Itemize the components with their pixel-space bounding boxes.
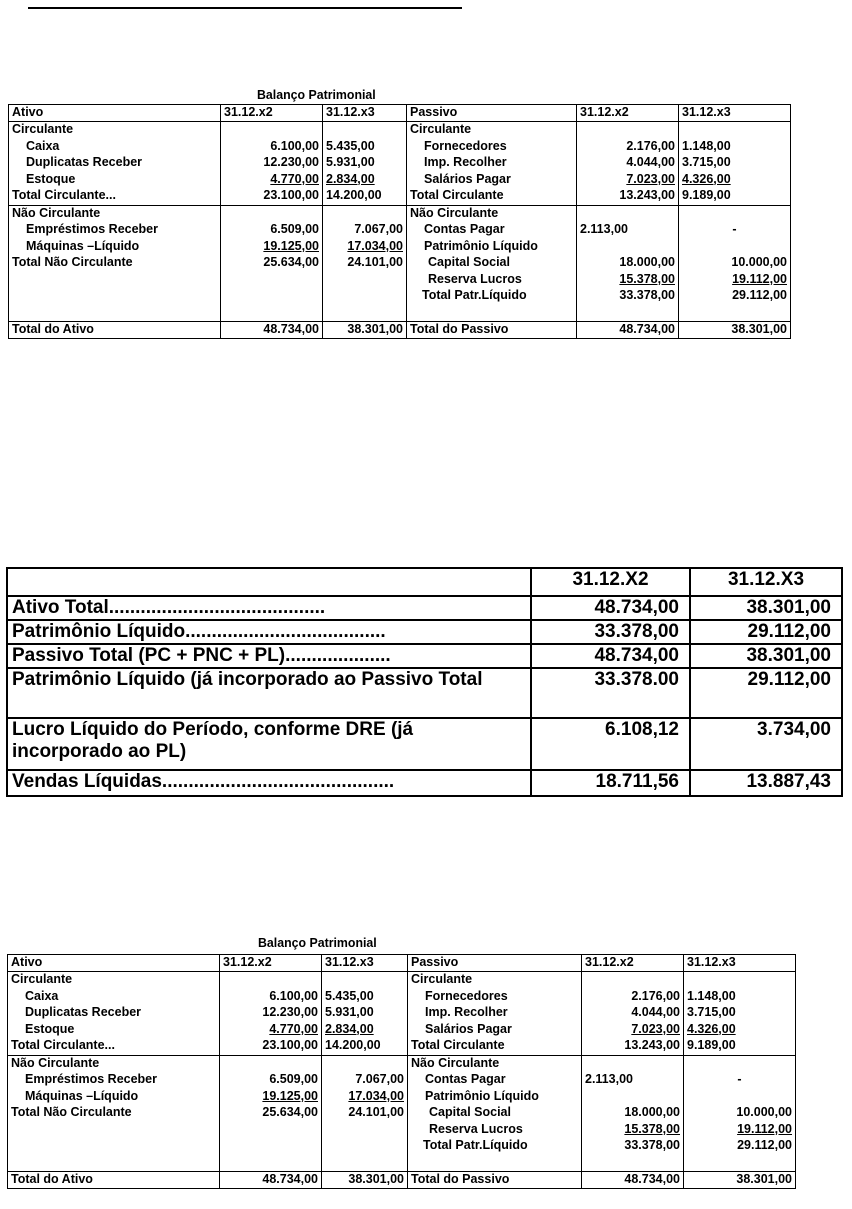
summary-header-x2: 31.12.X2 bbox=[531, 568, 690, 596]
label: Caixa bbox=[25, 988, 59, 1003]
value: 29.112,00 bbox=[737, 1138, 792, 1152]
summary-row bbox=[7, 644, 842, 668]
total-ativo-x2: 48.734,00 bbox=[221, 322, 323, 339]
label: Circulante bbox=[11, 972, 73, 986]
value: 4.044,00 bbox=[626, 155, 675, 169]
summary-value: 18.711,56 bbox=[531, 770, 690, 796]
value: 2.113,00 bbox=[585, 1072, 633, 1086]
ativo-x3-values bbox=[323, 122, 407, 206]
value: 19.112,00 bbox=[732, 271, 787, 286]
label: Não Circulante bbox=[410, 205, 499, 220]
label: Contas Pagar bbox=[424, 222, 505, 236]
label: Contas Pagar bbox=[425, 1072, 506, 1086]
label: Duplicatas Receber bbox=[25, 1005, 142, 1019]
value: 1.148,00 bbox=[682, 138, 731, 153]
total-passivo-x2: 48.734,00 bbox=[577, 322, 679, 339]
value: 33.378,00 bbox=[624, 1138, 680, 1152]
label: Não Circulante bbox=[411, 1055, 500, 1070]
label: Empréstimos Receber bbox=[25, 1072, 158, 1086]
value: 4.326,00 bbox=[682, 171, 731, 186]
value: 14.200,00 bbox=[325, 1038, 381, 1052]
summary-value: 13.887,43 bbox=[690, 770, 842, 796]
value: 4.044,00 bbox=[631, 1005, 680, 1019]
value: 24.101,00 bbox=[347, 255, 403, 269]
label: Circulante bbox=[411, 972, 473, 986]
ativo-x2-values bbox=[220, 1055, 322, 1172]
ativo-x2-values bbox=[221, 205, 323, 322]
value: 7.023,00 bbox=[626, 171, 675, 186]
value: 19.112,00 bbox=[737, 1121, 792, 1136]
label: Imp. Recolher bbox=[425, 1005, 508, 1019]
label: Estoque bbox=[26, 171, 76, 186]
total-passivo-x3: 38.301,00 bbox=[684, 1172, 796, 1189]
top-rule bbox=[28, 7, 462, 9]
value: 24.101,00 bbox=[348, 1105, 404, 1119]
summary-value: 6.108,12 bbox=[531, 718, 690, 770]
date-header: 31.12.x3 bbox=[684, 955, 796, 972]
balance-header-row bbox=[8, 955, 796, 972]
passivo-x3-values bbox=[684, 1055, 796, 1172]
summary-row bbox=[7, 620, 842, 644]
ativo-labels bbox=[9, 205, 221, 322]
ativo-x3-values bbox=[322, 1055, 408, 1172]
value: 14.200,00 bbox=[326, 188, 382, 202]
summary-value: 29.112,00 bbox=[690, 668, 842, 718]
label: Total Circulante... bbox=[12, 188, 116, 202]
total-ativo-x3: 38.301,00 bbox=[322, 1172, 408, 1189]
label: Capital Social bbox=[429, 1105, 511, 1119]
label: Fornecedores bbox=[425, 988, 508, 1003]
summary-row bbox=[7, 770, 842, 796]
total-ativo-label: Total do Ativo bbox=[9, 322, 221, 339]
label: Total Patr.Líquido bbox=[423, 1138, 528, 1152]
ativo-x2-values bbox=[221, 122, 323, 206]
value: 10.000,00 bbox=[731, 255, 787, 269]
summary-value: 38.301,00 bbox=[690, 596, 842, 620]
total-passivo-label: Total do Passivo bbox=[408, 1172, 582, 1189]
label: Total Circulante bbox=[410, 188, 504, 202]
value: 2.176,00 bbox=[631, 988, 680, 1003]
label: Patrimônio Líquido bbox=[425, 1088, 539, 1103]
passivo-x2-values bbox=[577, 205, 679, 322]
passivo-labels bbox=[407, 122, 577, 206]
passivo-x2-values bbox=[582, 972, 684, 1056]
totals-row bbox=[9, 322, 791, 339]
value: 6.509,00 bbox=[270, 222, 319, 236]
value: 25.634,00 bbox=[263, 255, 319, 269]
value: 6.100,00 bbox=[270, 138, 319, 153]
label: Duplicatas Receber bbox=[26, 155, 143, 169]
label: Não Circulante bbox=[11, 1055, 100, 1070]
value: 1.148,00 bbox=[687, 988, 736, 1003]
summary-value: 3.734,00 bbox=[690, 718, 842, 770]
balance-title: Balanço Patrimonial bbox=[257, 87, 376, 102]
summary-value: 48.734,00 bbox=[531, 644, 690, 668]
label: Imp. Recolher bbox=[424, 155, 507, 169]
total-passivo-x3: 38.301,00 bbox=[679, 322, 791, 339]
value: 5.435,00 bbox=[326, 138, 375, 153]
label: Total Circulante bbox=[411, 1038, 505, 1052]
value: 19.125,00 bbox=[263, 238, 319, 253]
value: 33.378,00 bbox=[619, 288, 675, 302]
summary-value: 33.378.00 bbox=[531, 668, 690, 718]
date-header: 31.12.x3 bbox=[679, 105, 791, 122]
balance-sheet-table bbox=[8, 104, 791, 339]
ativo-x3-values bbox=[322, 972, 408, 1056]
value: 9.189,00 bbox=[687, 1038, 736, 1052]
label: Patrimônio Líquido bbox=[424, 238, 538, 253]
summary-label: Patrimônio Líquido (já incorporado ao Passivo Total bbox=[7, 668, 531, 718]
total-ativo-x2: 48.734,00 bbox=[220, 1172, 322, 1189]
value: 17.034,00 bbox=[348, 1088, 404, 1103]
value: 5.931,00 bbox=[325, 1005, 374, 1019]
value: - bbox=[737, 1072, 742, 1086]
value: 3.715,00 bbox=[687, 1005, 736, 1019]
summary-header-blank bbox=[7, 568, 531, 596]
value: 4.326,00 bbox=[687, 1021, 736, 1036]
total-ativo-x3: 38.301,00 bbox=[323, 322, 407, 339]
passivo-x2-values bbox=[577, 122, 679, 206]
total-passivo-label: Total do Passivo bbox=[407, 322, 577, 339]
summary-label: Patrimônio Líquido...................................... bbox=[7, 620, 531, 644]
date-header: 31.12.x2 bbox=[220, 955, 322, 972]
value: - bbox=[732, 222, 737, 236]
passivo-labels bbox=[408, 1055, 582, 1172]
summary-label: Passivo Total (PC + PNC + PL).................... bbox=[7, 644, 531, 668]
value: 23.100,00 bbox=[262, 1038, 318, 1052]
value: 10.000,00 bbox=[736, 1105, 792, 1119]
ativo-labels bbox=[8, 972, 220, 1056]
passivo-header: Passivo bbox=[407, 105, 577, 122]
circulante-section bbox=[9, 122, 791, 206]
value: 7.067,00 bbox=[355, 1072, 404, 1086]
ativo-header: Ativo bbox=[8, 955, 220, 972]
summary-header-row bbox=[7, 568, 842, 596]
total-passivo-x2: 48.734,00 bbox=[582, 1172, 684, 1189]
summary-label: Lucro Líquido do Período, conforme DRE (já incorporado ao PL) bbox=[7, 718, 531, 770]
label: Salários Pagar bbox=[425, 1021, 512, 1036]
date-header: 31.12.x2 bbox=[577, 105, 679, 122]
label: Capital Social bbox=[428, 255, 510, 269]
ativo-x3-values bbox=[323, 205, 407, 322]
balance-header-row bbox=[9, 105, 791, 122]
ativo-x2-values bbox=[220, 972, 322, 1056]
label: Máquinas –Líquido bbox=[26, 238, 140, 253]
value: 2.834,00 bbox=[325, 1021, 374, 1036]
value: 23.100,00 bbox=[263, 188, 319, 202]
value: 18.000,00 bbox=[619, 255, 675, 269]
nao-circulante-section bbox=[9, 205, 791, 322]
summary-value: 29.112,00 bbox=[690, 620, 842, 644]
value: 6.509,00 bbox=[269, 1072, 318, 1086]
label: Salários Pagar bbox=[424, 171, 511, 186]
value: 2.834,00 bbox=[326, 171, 375, 186]
summary-value: 48.734,00 bbox=[531, 596, 690, 620]
value: 4.770,00 bbox=[270, 171, 319, 186]
value: 2.176,00 bbox=[626, 138, 675, 153]
label: Circulante bbox=[12, 122, 74, 136]
passivo-x3-values bbox=[684, 972, 796, 1056]
passivo-x2-values bbox=[582, 1055, 684, 1172]
label: Caixa bbox=[26, 138, 60, 153]
passivo-x3-values bbox=[679, 205, 791, 322]
value: 15.378,00 bbox=[624, 1121, 680, 1136]
nao-circulante-section bbox=[8, 1055, 796, 1172]
label: Máquinas –Líquido bbox=[25, 1088, 139, 1103]
label: Reserva Lucros bbox=[429, 1121, 523, 1136]
value: 12.230,00 bbox=[262, 1005, 318, 1019]
value: 7.023,00 bbox=[631, 1021, 680, 1036]
value: 7.067,00 bbox=[354, 222, 403, 236]
summary-label: Vendas Líquidas............................................ bbox=[7, 770, 531, 796]
value: 17.034,00 bbox=[347, 238, 403, 253]
summary-value: 33.378,00 bbox=[531, 620, 690, 644]
ativo-header: Ativo bbox=[9, 105, 221, 122]
label: Fornecedores bbox=[424, 138, 507, 153]
date-header: 31.12.x3 bbox=[323, 105, 407, 122]
circulante-section bbox=[8, 972, 796, 1056]
summary-row bbox=[7, 668, 842, 718]
date-header: 31.12.x2 bbox=[582, 955, 684, 972]
value: 4.770,00 bbox=[269, 1021, 318, 1036]
passivo-labels bbox=[407, 205, 577, 322]
value: 18.000,00 bbox=[624, 1105, 680, 1119]
label: Estoque bbox=[25, 1021, 75, 1036]
label: Total Circulante... bbox=[11, 1038, 115, 1052]
ativo-labels bbox=[9, 122, 221, 206]
ativo-labels bbox=[8, 1055, 220, 1172]
passivo-header: Passivo bbox=[408, 955, 582, 972]
value: 19.125,00 bbox=[262, 1088, 318, 1103]
value: 25.634,00 bbox=[262, 1105, 318, 1119]
passivo-x3-values bbox=[679, 122, 791, 206]
value: 5.931,00 bbox=[326, 155, 375, 169]
value: 9.189,00 bbox=[682, 188, 731, 202]
label: Total Não Circulante bbox=[12, 255, 133, 269]
label: Reserva Lucros bbox=[428, 271, 522, 286]
passivo-labels bbox=[408, 972, 582, 1056]
value: 29.112,00 bbox=[732, 288, 787, 302]
summary-table bbox=[6, 567, 843, 797]
balance-sheet-table bbox=[7, 954, 796, 1189]
total-ativo-label: Total do Ativo bbox=[8, 1172, 220, 1189]
totals-row bbox=[8, 1172, 796, 1189]
value: 5.435,00 bbox=[325, 988, 374, 1003]
label: Total Não Circulante bbox=[11, 1105, 132, 1119]
value: 2.113,00 bbox=[580, 222, 628, 236]
value: 6.100,00 bbox=[269, 988, 318, 1003]
summary-label: Ativo Total......................................... bbox=[7, 596, 531, 620]
value: 12.230,00 bbox=[263, 155, 319, 169]
value: 13.243,00 bbox=[624, 1038, 680, 1052]
label: Circulante bbox=[410, 122, 472, 136]
value: 13.243,00 bbox=[619, 188, 675, 202]
summary-row bbox=[7, 596, 842, 620]
balance-title: Balanço Patrimonial bbox=[258, 935, 377, 950]
value: 15.378,00 bbox=[619, 271, 675, 286]
label: Empréstimos Receber bbox=[26, 222, 159, 236]
summary-header-x3: 31.12.X3 bbox=[690, 568, 842, 596]
label: Total Patr.Líquido bbox=[422, 288, 527, 302]
value: 3.715,00 bbox=[682, 155, 731, 169]
summary-value: 38.301,00 bbox=[690, 644, 842, 668]
date-header: 31.12.x2 bbox=[221, 105, 323, 122]
summary-row bbox=[7, 718, 842, 770]
label: Não Circulante bbox=[12, 205, 101, 220]
date-header: 31.12.x3 bbox=[322, 955, 408, 972]
